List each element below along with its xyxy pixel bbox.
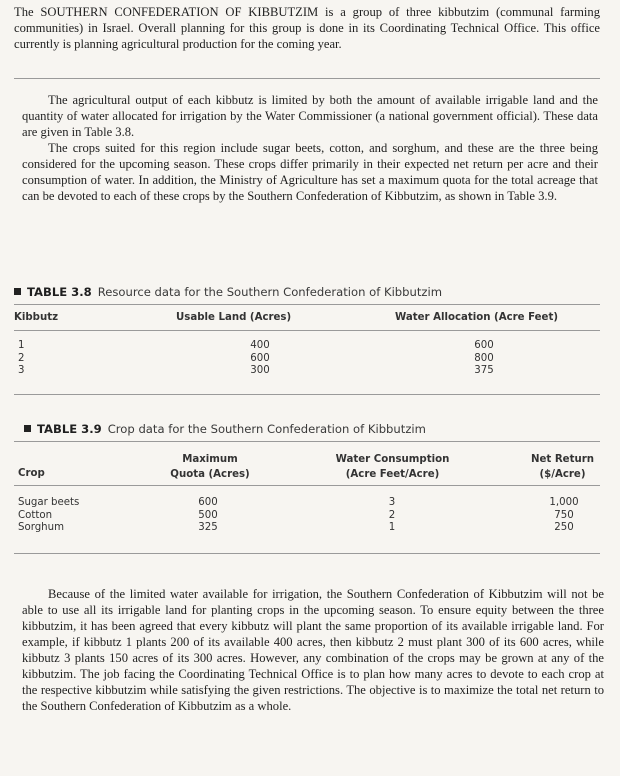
table-3-9-header-water-line2: (Acre Feet/Acre) — [345, 469, 440, 480]
table-3-9-header-quota-line1: Maximum — [182, 454, 238, 465]
table-3-9-cell: 750 — [554, 509, 574, 521]
table-3-9-cell: Cotton — [18, 509, 53, 521]
table-3-9-caption — [24, 422, 426, 436]
table-3-8-header-water: Water Allocation (Acre Feet) — [395, 312, 558, 323]
table-3-8-caption — [14, 285, 442, 299]
table-3-8-cell: 300 — [250, 365, 270, 376]
table-3-9-cell: Sugar beets — [18, 497, 80, 508]
table-3-9-header-return — [515, 452, 610, 482]
table-3-9-cell: 325 — [198, 522, 218, 533]
table-3-8-cell: 375 — [474, 365, 494, 376]
body-paragraph-1: The agricultural output of each kibbutz is limited by both the amount of available irrigable land and the quantity of water allocated for irrigation by the Water Commissioner (a national government official). These data are given in Table 3.8. — [22, 93, 598, 139]
table-3-9-col-crop — [18, 497, 79, 535]
table-3-9-cell: 500 — [198, 509, 218, 521]
table-3-8-col-land — [240, 340, 280, 378]
intro-divider — [14, 78, 600, 79]
table-3-9-col-quota — [188, 497, 228, 535]
table-3-9-header-return-line1: Net Return — [530, 454, 594, 465]
body-paragraph-2: The crops suited for this region include sugar beets, cotton, and sorghum, and these are the three being considered for the upcoming season. These crops differ primarily in their expected net return per acre and their consumption of water. In addition, the Ministry of Agriculture has set a maximum quota for the total acreage that can be devoted to each of these crops by the Southern Confederation of Kibbutzim, as shown in Table 3.9. — [22, 141, 598, 203]
table-3-9-cell: 250 — [554, 522, 574, 533]
table-3-8-header-kibbutz: Kibbutz — [14, 312, 59, 323]
table-3-9-title: Crop data for the Southern Confederation of Kibbutzim — [107, 422, 426, 436]
table-3-9-top-rule — [14, 441, 600, 442]
table-3-9-header-water-line1: Water Consumption — [335, 454, 450, 465]
table-3-8-col-water — [464, 340, 504, 378]
table-3-9-col-water — [382, 497, 402, 535]
table-3-9-header-rule — [14, 485, 600, 486]
table-3-8-cell: 600 — [250, 352, 270, 364]
body-paragraph-3: Because of the limited water available for irrigation, the Southern Confederation of Kibbutzim will not be able to use all its irrigable land for planting crops in the upcoming season. To ensure equity between the three kibbutzim, it has been agreed that every kibbutz will plant the same proportion of its available irrigable land. For example, if kibbutz 1 plants 200 of its available 400 acres, then kibbutz 2 must plant 300 of its 600 acres, while kibbutz 3 plants 150 acres of its 300 acres. However, any combination of the crops may be grown at any of the kibbutzim. The job facing the Coordinating Technical Office is to plan how many acres to devote to each crop at the respective kibbutzim while satisfying the given restrictions. The objective is to maximize the total net return to the Southern Confederation of Kibbutzim as a whole. — [22, 587, 604, 713]
body-text-block — [22, 92, 598, 204]
square-bullet-icon — [24, 425, 31, 432]
intro-paragraph: The SOUTHERN CONFEDERATION OF KIBBUTZIM is a group of three kibbutzim (communal farming communities) in Israel. Overall planning for this group is done in its Coordinating Technical Office. This office currently is planning agricultural production for the coming year. — [14, 5, 600, 51]
table-3-9-bottom-rule — [14, 553, 600, 554]
table-3-9-header-crop: Crop — [18, 468, 45, 479]
table-3-8-cell: 400 — [250, 340, 270, 351]
table-3-9-cell: 600 — [198, 497, 218, 508]
table-3-8-bottom-rule — [14, 394, 600, 395]
table-3-8-header-land: Usable Land (Acres) — [176, 312, 292, 323]
table-3-9-header-quota-line2: Quota (Acres) — [170, 469, 250, 480]
table-3-9-cell: 2 — [388, 509, 396, 521]
table-3-9-header-return-line2: ($/Acre) — [539, 469, 586, 480]
table-3-8-title: Resource data for the Southern Confederation of Kibbutzim — [97, 285, 443, 299]
table-3-8-cell: 1 — [18, 340, 25, 351]
table-3-9-cell: 1 — [388, 522, 396, 533]
table-3-9-label: TABLE 3.9 — [37, 422, 102, 436]
table-3-8-cell: 600 — [474, 340, 494, 351]
table-3-9-cell: 1,000 — [549, 497, 579, 508]
table-3-8-cell: 2 — [18, 352, 25, 364]
table-3-8-top-rule — [14, 304, 600, 305]
table-3-8-col-kibbutz — [18, 340, 24, 378]
table-3-8-label: TABLE 3.8 — [27, 285, 92, 299]
table-3-9-header-water — [300, 452, 485, 482]
table-3-8-cell: 800 — [474, 352, 494, 364]
table-3-8-cell: 3 — [18, 365, 25, 376]
square-bullet-icon — [14, 288, 21, 295]
table-3-9-header-quota — [140, 452, 280, 482]
table-3-9-col-return — [540, 497, 588, 535]
table-3-8-header-rule — [14, 330, 600, 331]
table-3-9-cell: Sorghum — [18, 522, 65, 533]
table-3-9-cell: 3 — [388, 497, 396, 508]
